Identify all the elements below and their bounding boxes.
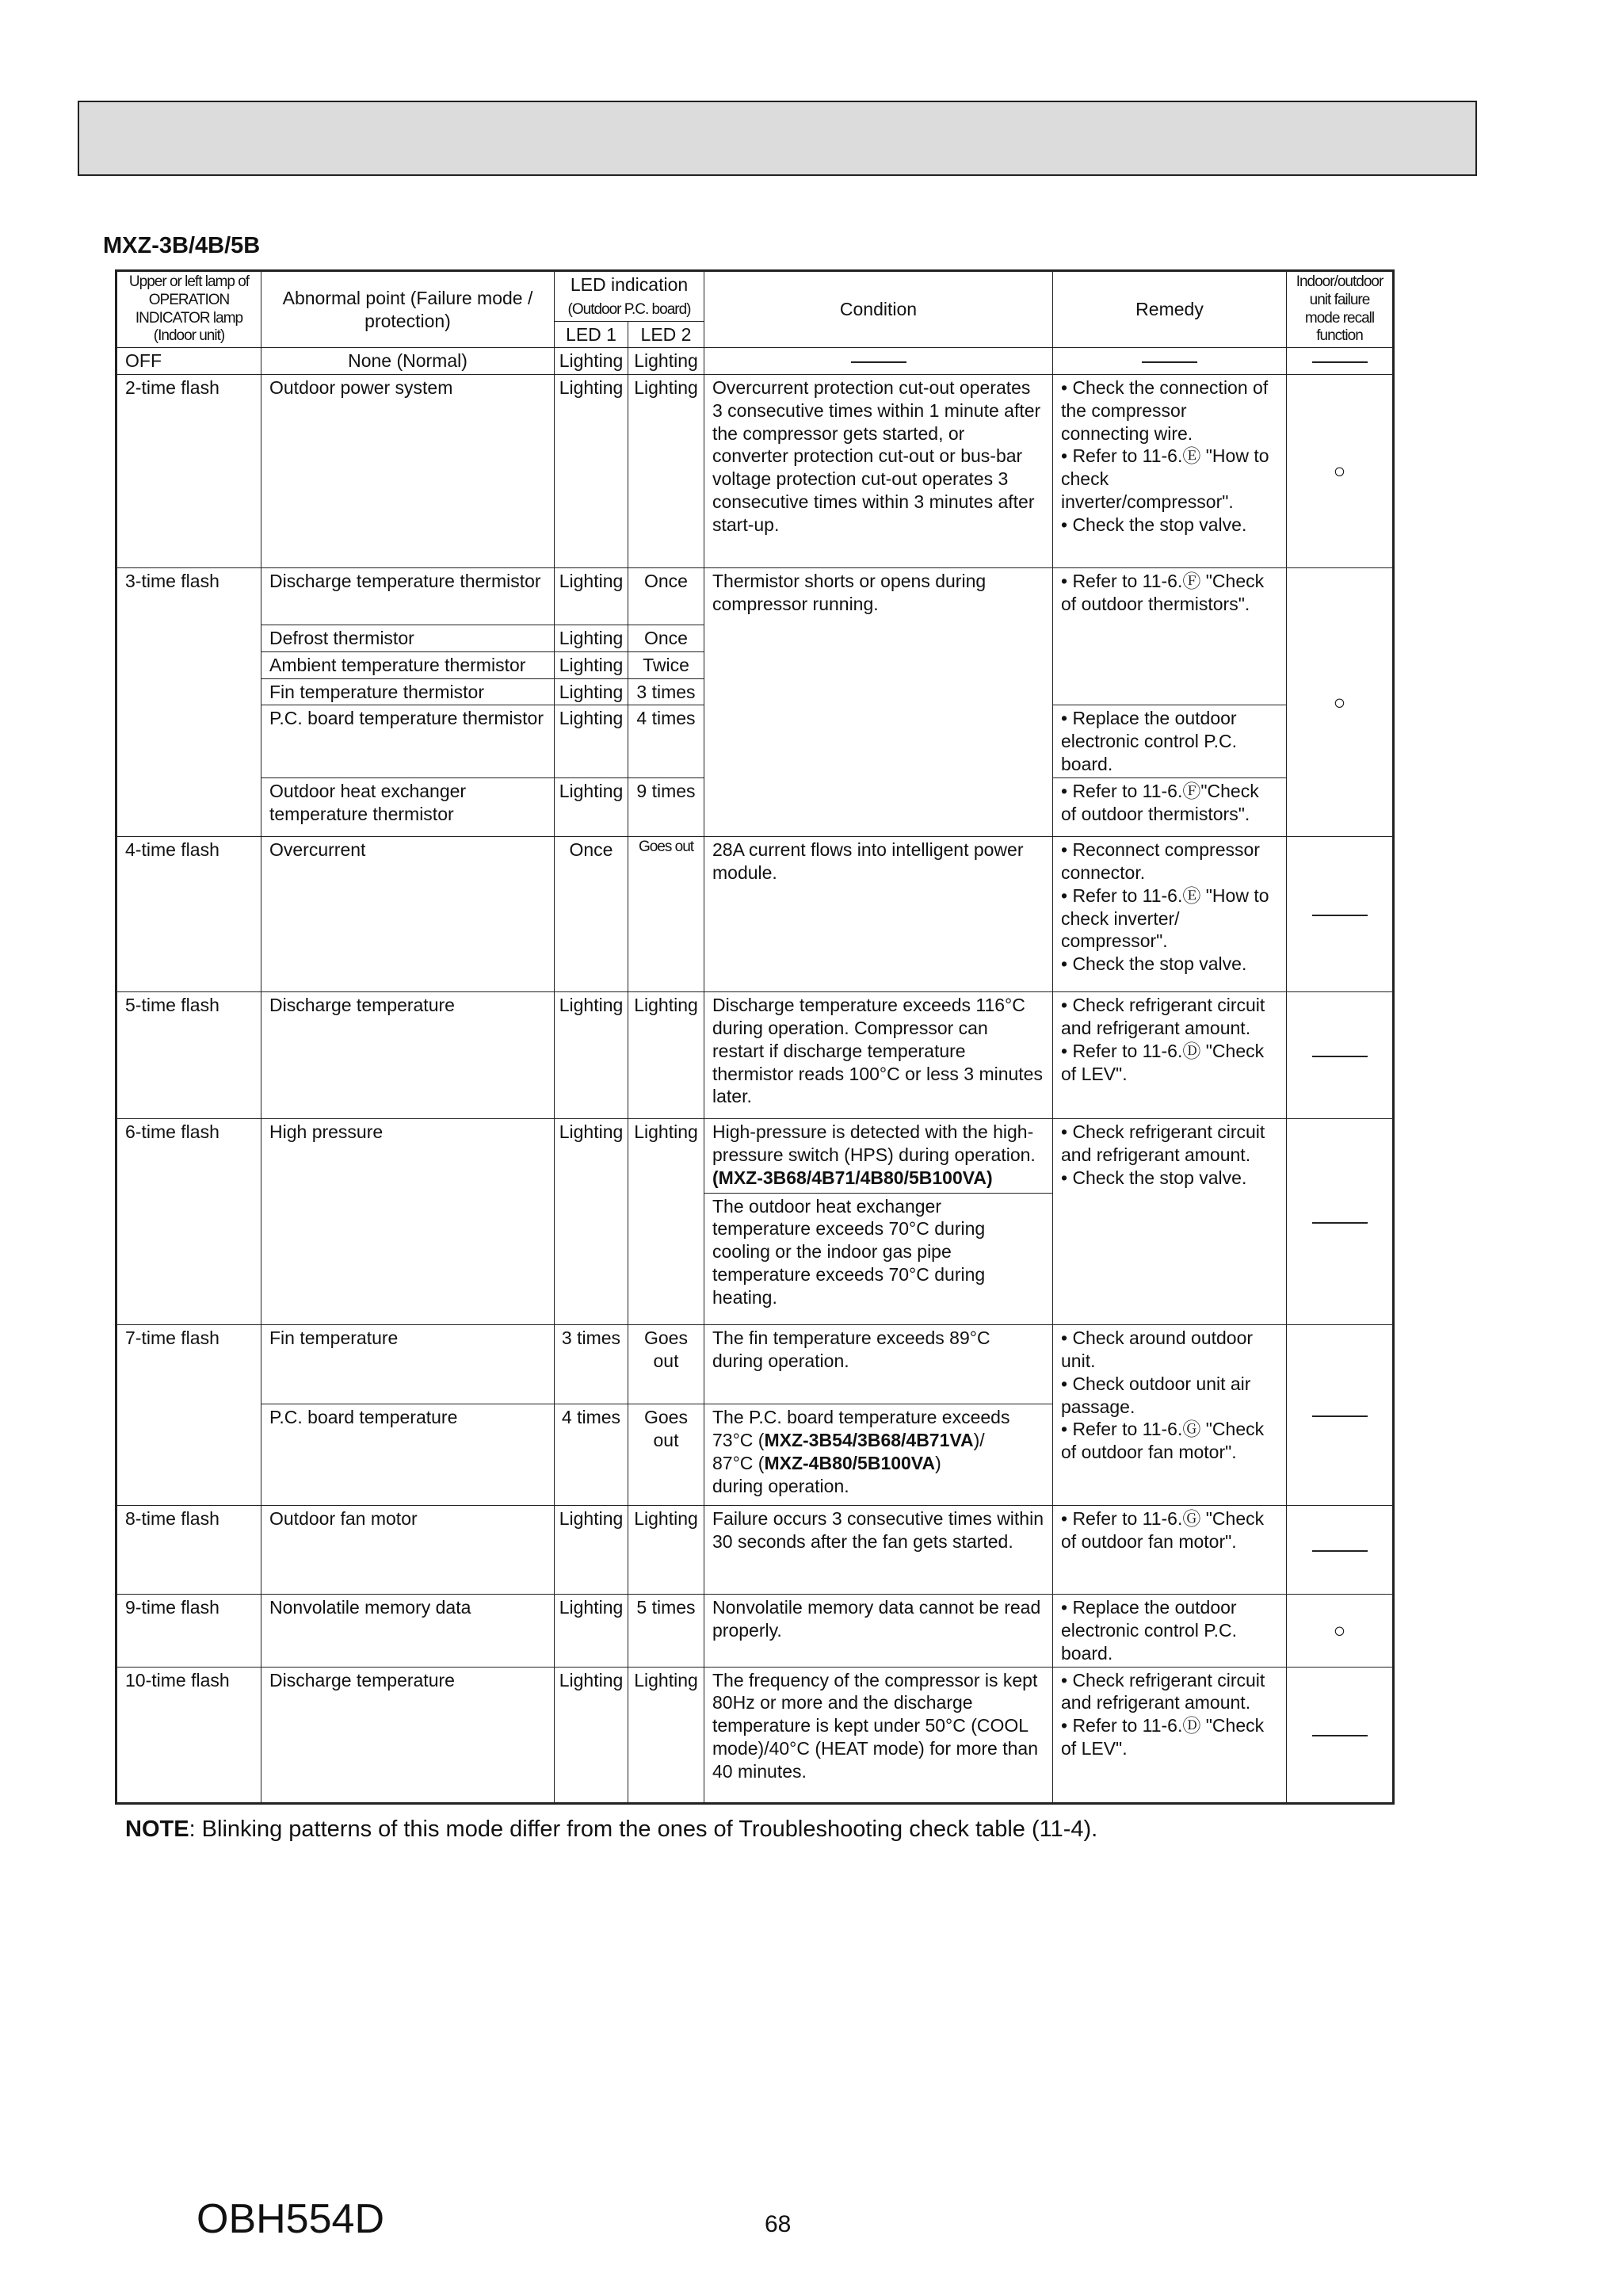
led2-cell: Lighting [628,1667,704,1803]
led2-cell: 9 times [628,778,704,837]
remedy-cell [1053,375,1287,568]
remedy-item: • Check refrigerant circuit and refrigerant amount. [1061,1121,1265,1166]
condition-cell: Thermistor shorts or opens during compressor running. [704,568,1053,837]
remedy-item: • Check the stop valve. [1061,953,1247,975]
led1-cell: Lighting [555,348,628,375]
recall-cell [1287,1667,1394,1803]
table-row [116,1595,1394,1667]
dash [851,361,906,363]
lamp-cell: 2-time flash [116,375,261,568]
led1-cell: Once [555,837,628,992]
table-row [116,375,1394,568]
condition-text-part: ) [935,1452,941,1473]
lamp-cell: 4-time flash [116,837,261,992]
point-cell: Overcurrent [261,837,555,992]
recall-cell [1287,1119,1394,1325]
remedy-cell [1053,1667,1287,1803]
table-row [116,837,1394,992]
condition-text: High-pressure is detected with the high-pressure switch (HPS) during operation. [712,1121,1036,1166]
led2-cell: Once [628,625,704,652]
condition-cell: Nonvolatile memory data cannot be read properly. [704,1595,1053,1667]
lamp-cell: 3-time flash [116,568,261,837]
led2-cell: Lighting [628,375,704,568]
note-label: NOTE [125,1817,189,1842]
point-cell: Discharge temperature [261,1667,555,1803]
header-condition: Condition [704,271,1053,348]
condition-cell: Discharge temperature exceeds 116°C during operation. Compressor can restart if discharge temperature thermistor reads 100°C or less 3 minutes later. [704,992,1053,1119]
remedy-cell [1053,1325,1287,1506]
dash [1312,1735,1368,1736]
note [125,1817,1097,1843]
led1-cell: Lighting [555,625,628,652]
condition-text [712,1452,1044,1475]
table-row [116,992,1394,1119]
remedy-item: • Check the stop valve. [1061,1167,1247,1188]
header-led1: LED 1 [555,321,628,348]
led1-cell: Lighting [555,778,628,837]
document-code: OBH554D [197,2196,384,2242]
note-text: : Blinking patterns of this mode differ from the ones of Troubleshooting check table (11-4). [189,1817,1098,1842]
condition-models: MXZ-3B54/3B68/4B71VA [764,1430,974,1451]
condition-cell [704,348,1053,375]
led1-cell: 3 times [555,1325,628,1404]
led1-cell: Lighting [555,1595,628,1667]
led2-cell: 4 times [628,705,704,778]
remedy-item: • Refer to 11-6.Ⓓ "Check of LEV". [1061,1040,1265,1084]
remedy-item: • Refer to 11-6.Ⓔ "How to check inverter/ compressor". [1061,884,1269,952]
point-cell: None (Normal) [261,348,555,375]
point-cell: Fin temperature [261,1325,555,1404]
condition-cell: Failure occurs 3 consecutive times within 30 seconds after the fan gets started. [704,1506,1053,1595]
lamp-cell: 8-time flash [116,1506,261,1595]
led2-cell: Once [628,568,704,625]
remedy-cell [1053,837,1287,992]
table-row [116,1506,1394,1595]
lamp-cell: 5-time flash [116,992,261,1119]
remedy-item: • Check the connection of the compressor connecting wire. [1061,377,1269,444]
table-row [116,1325,1394,1404]
header-recall: Indoor/outdoor unit failure mode recall function [1287,271,1394,348]
remedy-item: • Reconnect compressor connector. [1061,839,1260,884]
remedy-cell [1053,1506,1287,1595]
led2-cell: Goes out [628,837,704,992]
led1-cell: Lighting [555,1667,628,1803]
remedy-item: • Refer to 11-6.Ⓖ "Check of outdoor fan motor". [1061,1419,1265,1463]
remedy-item: • Check outdoor unit air passage. [1061,1373,1251,1417]
led2-cell: Goes out [628,1325,704,1404]
point-cell: Nonvolatile memory data [261,1595,555,1667]
remedy-cell [1053,348,1287,375]
table-row [116,1119,1394,1325]
led2-cell: Lighting [628,1119,704,1325]
led2-cell: Lighting [628,1506,704,1595]
condition-text [712,1429,1044,1452]
recall-cell: ○ [1287,375,1394,568]
fault-table [115,269,1395,1805]
condition-text-part: 87°C ( [712,1452,765,1473]
condition-text-part: 73°C ( [712,1430,765,1451]
remedy-cell: • Refer to 11-6.Ⓕ"Check of outdoor thermistors". [1053,778,1287,837]
remedy-cell [1053,1595,1287,1667]
header-bar [78,101,1477,176]
recall-cell: ○ [1287,568,1394,837]
table-row [116,348,1394,375]
point-cell: Outdoor heat exchanger temperature thermistor [261,778,555,837]
dash [1312,1222,1368,1224]
led2-cell: 3 times [628,678,704,705]
remedy-item: • Check around outdoor unit. [1061,1328,1254,1372]
header-abnormal-point: Abnormal point (Failure mode / protection) [261,271,555,348]
led1-cell: Lighting [555,1506,628,1595]
lamp-cell: OFF [116,348,261,375]
led1-cell: Lighting [555,568,628,625]
header-led-indication [555,271,704,322]
led1-cell: Lighting [555,678,628,705]
point-cell: Outdoor power system [261,375,555,568]
condition-cell: 28A current flows into intelligent power module. [704,837,1053,992]
remedy-item: • Check the stop valve. [1061,514,1247,535]
condition-text-part: )/ [973,1430,985,1451]
led1-cell: Lighting [555,1119,628,1325]
point-cell: P.C. board temperature thermistor [261,705,555,778]
condition-cell [704,1404,1053,1506]
condition-text: The P.C. board temperature exceeds [712,1407,1010,1428]
point-cell: Fin temperature thermistor [261,678,555,705]
recall-cell [1287,992,1394,1119]
header-remedy: Remedy [1053,271,1287,348]
table-row [116,568,1394,625]
condition-cell: The fin temperature exceeds 89°C during operation. [704,1325,1053,1404]
remedy-cell: • Refer to 11-6.Ⓕ "Check of outdoor thermistors". [1053,568,1287,705]
page-number: 68 [765,2211,792,2237]
recall-cell [1287,1325,1394,1506]
led2-cell: Lighting [628,992,704,1119]
lamp-cell: 7-time flash [116,1325,261,1506]
remedy-item: • Check refrigerant circuit and refrigerant amount. [1061,995,1265,1039]
table-row [116,1667,1394,1803]
condition-text: The outdoor heat exchanger temperature exceeds 70°C during cooling or the indoor gas pipe temperature exceeds 70°C during heating. [704,1193,1052,1309]
recall-cell [1287,1506,1394,1595]
header-led-sub: (Outdoor P.C. board) [567,300,691,318]
remedy-item: • Refer to 11-6.Ⓔ "How to check inverter/compressor". [1061,445,1269,512]
point-cell: Defrost thermistor [261,625,555,652]
condition-cell [704,1119,1053,1325]
led1-cell: Lighting [555,375,628,568]
condition-models: MXZ-4B80/5B100VA [764,1452,936,1473]
lamp-cell: 6-time flash [116,1119,261,1325]
point-cell: Discharge temperature [261,992,555,1119]
point-cell: High pressure [261,1119,555,1325]
led2-cell: Twice [628,651,704,678]
remedy-cell: • Replace the outdoor electronic control P.C. board. [1053,705,1287,778]
header-led2: LED 2 [628,321,704,348]
point-cell: Ambient temperature thermistor [261,651,555,678]
lamp-cell: 10-time flash [116,1667,261,1803]
recall-cell [1287,837,1394,992]
point-cell: Outdoor fan motor [261,1506,555,1595]
remedy-item: • Replace the outdoor electronic control P.C. board. [1061,1597,1238,1664]
led2-cell: Goes out [628,1404,704,1506]
led2-cell: 5 times [628,1595,704,1667]
header-lamp: Upper or left lamp of OPERATION INDICATOR lamp (Indoor unit) [116,271,261,348]
remedy-item: • Refer to 11-6.Ⓓ "Check of LEV". [1061,1715,1265,1759]
dash [1312,1550,1368,1552]
dash [1142,361,1197,363]
remedy-item: • Check refrigerant circuit and refrigerant amount. [1061,1669,1265,1713]
led1-cell: Lighting [555,992,628,1119]
header-led-title: LED indication [570,274,689,295]
point-cell: Discharge temperature thermistor [261,568,555,625]
remedy-cell [1053,1119,1287,1325]
led2-cell: Lighting [628,348,704,375]
point-cell: P.C. board temperature [261,1404,555,1506]
led1-cell: 4 times [555,1404,628,1506]
section-title: MXZ-3B/4B/5B [103,233,261,258]
recall-cell [1287,348,1394,375]
dash [1312,915,1368,916]
condition-cell: Overcurrent protection cut-out operates 3 consecutive times within 1 minute after the compressor gets started, or converter protection cut-out or bus-bar voltage protection cut-out operates 3 consecutive times within 3 minutes after start-up. [704,375,1053,568]
remedy-cell [1053,992,1287,1119]
condition-cell: The frequency of the compressor is kept 80Hz or more and the discharge temperature is kept under 50°C (COOL mode)/40°C (HEAT mode) for more than 40 minutes. [704,1667,1053,1803]
condition-text: during operation. [712,1475,849,1496]
remedy-item: • Refer to 11-6.Ⓖ "Check of outdoor fan motor". [1061,1508,1265,1553]
led1-cell: Lighting [555,651,628,678]
recall-cell: ○ [1287,1595,1394,1667]
dash [1312,1415,1368,1417]
lamp-cell: 9-time flash [116,1595,261,1667]
condition-models: (MXZ-3B68/4B71/4B80/5B100VA) [712,1167,993,1188]
dash [1312,1056,1368,1057]
dash [1312,361,1368,363]
led1-cell: Lighting [555,705,628,778]
